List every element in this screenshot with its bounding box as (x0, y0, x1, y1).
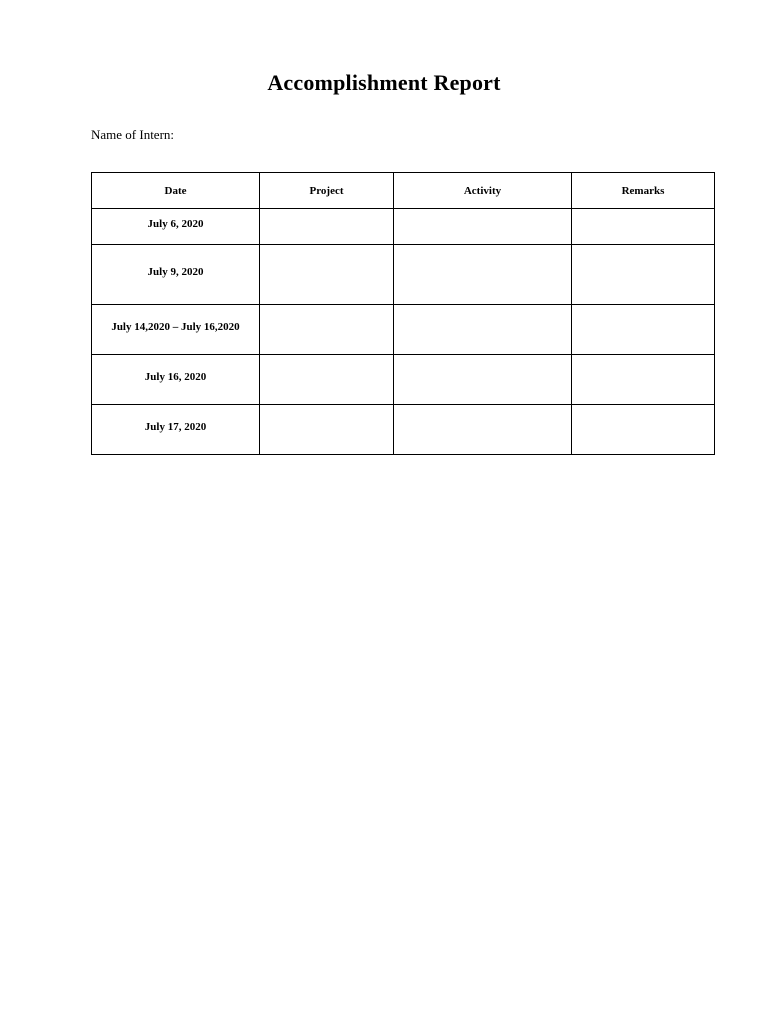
row-project-cell (260, 245, 394, 305)
page-title: Accomplishment Report (267, 70, 501, 95)
row-date: July 14,2020 – July 16,2020 (111, 320, 240, 333)
row-remarks-cell (572, 355, 715, 405)
row-project-cell (260, 209, 394, 245)
row-date-cell (92, 305, 260, 355)
header-remarks: Remarks (572, 173, 715, 209)
row-activity-cell (394, 355, 572, 405)
row-date-cell (92, 405, 260, 455)
table-row (92, 355, 715, 405)
row-date-cell (92, 209, 260, 245)
row-project-cell (260, 405, 394, 455)
row-remarks-cell (572, 245, 715, 305)
table-row (92, 245, 715, 305)
row-date-cell (92, 355, 260, 405)
row-activity-cell (394, 405, 572, 455)
row-activity-cell (394, 245, 572, 305)
row-date: July 9, 2020 (147, 265, 204, 278)
table-row (92, 405, 715, 455)
row-remarks-cell (572, 405, 715, 455)
row-date: July 17, 2020 (144, 420, 207, 433)
row-date-cell (92, 245, 260, 305)
row-date: July 16, 2020 (144, 370, 207, 383)
table-row (92, 305, 715, 355)
table-row (92, 209, 715, 245)
row-project-cell (260, 355, 394, 405)
row-date: July 6, 2020 (147, 217, 204, 230)
table-header-row (92, 173, 715, 209)
row-activity-cell (394, 209, 572, 245)
row-remarks-cell (572, 305, 715, 355)
header-project: Project (260, 173, 394, 209)
row-activity-cell (394, 305, 572, 355)
header-activity: Activity (394, 173, 572, 209)
header-date: Date (92, 173, 260, 209)
intern-name-label: Name of Intern: (91, 127, 175, 142)
row-remarks-cell (572, 209, 715, 245)
row-project-cell (260, 305, 394, 355)
accomplishment-table (91, 172, 715, 455)
